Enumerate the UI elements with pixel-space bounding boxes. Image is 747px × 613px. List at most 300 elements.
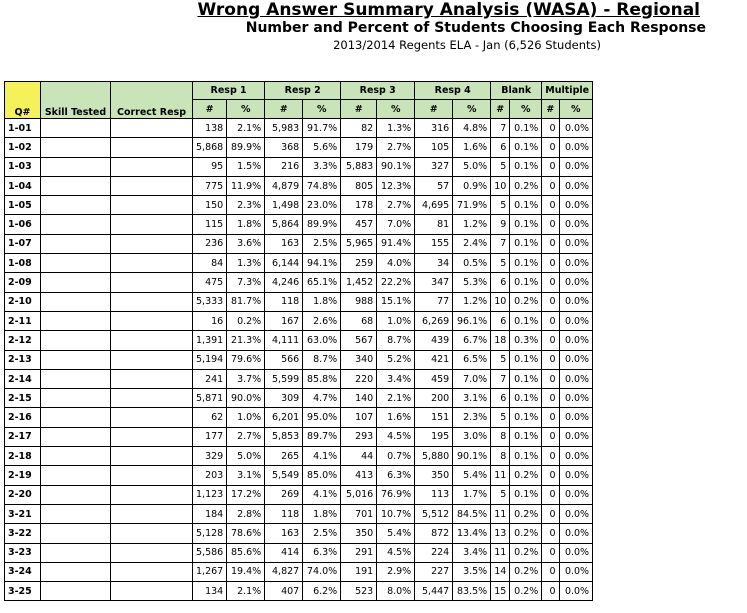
resp2-count-cell: 167 [265,311,303,330]
resp2-percent-cell: 5.6% [303,138,341,157]
resp2-count-cell: 5,864 [265,215,303,234]
resp3-percent-cell: 10.7% [377,504,415,523]
table-row [5,254,593,273]
resp2-count-cell: 368 [265,138,303,157]
multiple-percent-cell: 0.0% [559,543,593,562]
resp1-count-cell: 475 [193,273,227,292]
blank-count-cell: 15 [491,582,510,601]
resp1-percent-cell: 11.9% [227,176,265,195]
blank-percent-cell: 0.1% [510,369,542,388]
blank-percent-cell: 0.3% [510,331,542,350]
resp3-count-cell: 107 [341,408,377,427]
blank-percent-cell: 0.1% [510,273,542,292]
resp3-percent-cell: 15.1% [377,292,415,311]
correct-resp-cell [111,273,193,292]
resp4-count-cell: 155 [415,234,453,253]
correct-resp-cell [111,582,193,601]
resp1-percent-cell: 5.0% [227,447,265,466]
resp4-percent-cell: 1.2% [453,215,491,234]
blank-count-cell: 11 [491,466,510,485]
resp1-count-cell: 5,333 [193,292,227,311]
resp4-count-cell: 81 [415,215,453,234]
skill-tested-cell [41,254,111,273]
resp3-percent-cell: 1.3% [377,119,415,138]
resp4-percent-cell: 13.4% [453,524,491,543]
correct-resp-cell [111,138,193,157]
resp3-percent-cell: 2.1% [377,389,415,408]
resp2-percent-cell: 8.7% [303,350,341,369]
header-count: # [193,100,227,119]
question-number-cell: 2-19 [5,466,41,485]
resp3-percent-cell: 5.4% [377,524,415,543]
resp1-count-cell: 84 [193,254,227,273]
question-number-cell: 1-04 [5,176,41,195]
skill-tested-cell [41,485,111,504]
header-count: # [491,100,510,119]
skill-tested-cell [41,311,111,330]
skill-tested-cell [41,504,111,523]
resp4-count-cell: 34 [415,254,453,273]
resp4-percent-cell: 2.4% [453,234,491,253]
resp4-percent-cell: 0.5% [453,254,491,273]
resp4-percent-cell: 71.9% [453,196,491,215]
resp1-count-cell: 775 [193,176,227,195]
resp1-count-cell: 5,586 [193,543,227,562]
resp1-percent-cell: 1.3% [227,254,265,273]
resp2-percent-cell: 1.8% [303,292,341,311]
multiple-percent-cell: 0.0% [559,331,593,350]
resp3-percent-cell: 4.0% [377,254,415,273]
correct-resp-cell [111,254,193,273]
multiple-count-cell: 0 [542,234,559,253]
multiple-count-cell: 0 [542,176,559,195]
resp2-count-cell: 5,549 [265,466,303,485]
resp2-percent-cell: 85.0% [303,466,341,485]
resp3-count-cell: 701 [341,504,377,523]
question-number-cell: 1-05 [5,196,41,215]
multiple-percent-cell: 0.0% [559,273,593,292]
resp2-count-cell: 1,498 [265,196,303,215]
resp1-percent-cell: 89.9% [227,138,265,157]
multiple-count-cell: 0 [542,582,559,601]
skill-tested-cell [41,234,111,253]
table-row [5,408,593,427]
multiple-count-cell: 0 [542,524,559,543]
resp4-percent-cell: 5.3% [453,273,491,292]
resp3-count-cell: 178 [341,196,377,215]
blank-count-cell: 18 [491,331,510,350]
blank-count-cell: 6 [491,273,510,292]
multiple-count-cell: 0 [542,485,559,504]
resp1-percent-cell: 1.0% [227,408,265,427]
resp3-percent-cell: 4.5% [377,427,415,446]
multiple-percent-cell: 0.0% [559,292,593,311]
resp3-percent-cell: 8.0% [377,582,415,601]
question-number-cell: 2-14 [5,369,41,388]
resp1-percent-cell: 2.1% [227,119,265,138]
resp3-count-cell: 5,016 [341,485,377,504]
resp3-count-cell: 68 [341,311,377,330]
resp2-percent-cell: 6.2% [303,582,341,601]
resp4-count-cell: 316 [415,119,453,138]
resp1-count-cell: 1,391 [193,331,227,350]
skill-tested-cell [41,466,111,485]
blank-percent-cell: 0.2% [510,504,542,523]
resp2-count-cell: 4,111 [265,331,303,350]
table-row [5,485,593,504]
skill-tested-cell [41,447,111,466]
blank-count-cell: 5 [491,254,510,273]
skill-tested-cell [41,196,111,215]
question-number-cell: 3-21 [5,504,41,523]
blank-count-cell: 8 [491,427,510,446]
skill-tested-cell [41,273,111,292]
resp1-count-cell: 150 [193,196,227,215]
multiple-percent-cell: 0.0% [559,350,593,369]
question-number-cell: 1-06 [5,215,41,234]
resp4-percent-cell: 5.4% [453,466,491,485]
correct-resp-cell [111,408,193,427]
multiple-count-cell: 0 [542,408,559,427]
resp2-percent-cell: 95.0% [303,408,341,427]
skill-tested-cell [41,157,111,176]
resp1-percent-cell: 0.2% [227,311,265,330]
resp1-percent-cell: 2.8% [227,504,265,523]
resp1-count-cell: 134 [193,582,227,601]
skill-tested-cell [41,292,111,311]
blank-count-cell: 10 [491,176,510,195]
resp2-percent-cell: 4.1% [303,485,341,504]
resp2-count-cell: 118 [265,292,303,311]
question-number-cell: 2-11 [5,311,41,330]
resp1-count-cell: 329 [193,447,227,466]
skill-tested-cell [41,408,111,427]
resp3-count-cell: 220 [341,369,377,388]
table-row [5,215,593,234]
resp2-percent-cell: 74.8% [303,176,341,195]
resp1-count-cell: 203 [193,466,227,485]
resp4-count-cell: 105 [415,138,453,157]
correct-resp-cell [111,176,193,195]
resp1-count-cell: 236 [193,234,227,253]
resp2-percent-cell: 2.6% [303,311,341,330]
resp2-count-cell: 5,983 [265,119,303,138]
multiple-count-cell: 0 [542,119,559,138]
resp4-percent-cell: 83.5% [453,582,491,601]
blank-percent-cell: 0.1% [510,311,542,330]
correct-resp-cell [111,350,193,369]
blank-percent-cell: 0.1% [510,254,542,273]
multiple-percent-cell: 0.0% [559,215,593,234]
resp3-percent-cell: 1.0% [377,311,415,330]
resp1-count-cell: 5,194 [193,350,227,369]
blank-count-cell: 10 [491,292,510,311]
blank-count-cell: 14 [491,562,510,581]
header-count: # [415,100,453,119]
correct-resp-cell [111,215,193,234]
blank-count-cell: 5 [491,408,510,427]
blank-percent-cell: 0.1% [510,389,542,408]
resp3-count-cell: 293 [341,427,377,446]
resp4-count-cell: 224 [415,543,453,562]
question-number-cell: 3-25 [5,582,41,601]
multiple-count-cell: 0 [542,157,559,176]
resp4-count-cell: 459 [415,369,453,388]
resp4-count-cell: 227 [415,562,453,581]
resp3-percent-cell: 2.7% [377,196,415,215]
resp4-count-cell: 872 [415,524,453,543]
table-row [5,157,593,176]
resp2-percent-cell: 3.3% [303,157,341,176]
multiple-count-cell: 0 [542,389,559,408]
resp3-percent-cell: 2.9% [377,562,415,581]
question-number-cell: 2-18 [5,447,41,466]
resp1-count-cell: 241 [193,369,227,388]
blank-percent-cell: 0.1% [510,196,542,215]
resp3-count-cell: 291 [341,543,377,562]
resp1-count-cell: 1,123 [193,485,227,504]
resp2-count-cell: 4,827 [265,562,303,581]
multiple-percent-cell: 0.0% [559,485,593,504]
question-number-cell: 2-17 [5,427,41,446]
resp4-count-cell: 113 [415,485,453,504]
resp4-count-cell: 195 [415,427,453,446]
table-row [5,350,593,369]
table-row [5,311,593,330]
resp4-count-cell: 439 [415,331,453,350]
table-row [5,504,593,523]
header-skill-tested: Skill Tested [41,82,111,119]
blank-count-cell: 13 [491,524,510,543]
resp2-count-cell: 414 [265,543,303,562]
resp4-count-cell: 5,880 [415,447,453,466]
correct-resp-cell [111,389,193,408]
multiple-count-cell: 0 [542,350,559,369]
resp2-percent-cell: 74.0% [303,562,341,581]
multiple-count-cell: 0 [542,273,559,292]
resp1-count-cell: 1,267 [193,562,227,581]
multiple-percent-cell: 0.0% [559,176,593,195]
blank-percent-cell: 0.1% [510,427,542,446]
blank-count-cell: 11 [491,504,510,523]
resp1-percent-cell: 2.3% [227,196,265,215]
resp2-count-cell: 5,853 [265,427,303,446]
multiple-percent-cell: 0.0% [559,254,593,273]
question-number-cell: 2-13 [5,350,41,369]
header-percent: % [453,100,491,119]
resp3-count-cell: 340 [341,350,377,369]
multiple-percent-cell: 0.0% [559,427,593,446]
resp4-percent-cell: 90.1% [453,447,491,466]
resp4-count-cell: 200 [415,389,453,408]
multiple-percent-cell: 0.0% [559,369,593,388]
skill-tested-cell [41,331,111,350]
multiple-count-cell: 0 [542,292,559,311]
resp3-count-cell: 5,883 [341,157,377,176]
correct-resp-cell [111,157,193,176]
header-percent: % [377,100,415,119]
multiple-count-cell: 0 [542,196,559,215]
question-number-cell: 2-10 [5,292,41,311]
resp3-count-cell: 140 [341,389,377,408]
resp3-count-cell: 523 [341,582,377,601]
multiple-percent-cell: 0.0% [559,408,593,427]
resp1-percent-cell: 78.6% [227,524,265,543]
header-count: # [341,100,377,119]
resp2-count-cell: 4,246 [265,273,303,292]
multiple-percent-cell: 0.0% [559,138,593,157]
resp4-percent-cell: 84.5% [453,504,491,523]
table-row [5,292,593,311]
resp3-count-cell: 988 [341,292,377,311]
report-exam-info: 2013/2014 Regents ELA - Jan (6,526 Students) [333,38,601,52]
multiple-percent-cell: 0.0% [559,524,593,543]
resp1-percent-cell: 3.6% [227,234,265,253]
resp2-count-cell: 407 [265,582,303,601]
resp2-percent-cell: 2.5% [303,524,341,543]
table-row [5,196,593,215]
blank-percent-cell: 0.2% [510,582,542,601]
resp2-count-cell: 6,201 [265,408,303,427]
multiple-percent-cell: 0.0% [559,562,593,581]
resp2-percent-cell: 89.7% [303,427,341,446]
header-percent: % [510,100,542,119]
correct-resp-cell [111,311,193,330]
skill-tested-cell [41,215,111,234]
resp3-percent-cell: 6.3% [377,466,415,485]
blank-count-cell: 5 [491,485,510,504]
resp1-percent-cell: 19.4% [227,562,265,581]
resp3-percent-cell: 8.7% [377,331,415,350]
resp3-percent-cell: 91.4% [377,234,415,253]
correct-resp-cell [111,119,193,138]
blank-count-cell: 5 [491,196,510,215]
multiple-percent-cell: 0.0% [559,311,593,330]
resp4-percent-cell: 1.2% [453,292,491,311]
resp4-percent-cell: 3.5% [453,562,491,581]
correct-resp-cell [111,292,193,311]
resp1-percent-cell: 81.7% [227,292,265,311]
table-row [5,176,593,195]
header-correct-resp: Correct Resp [111,82,193,119]
resp2-percent-cell: 4.1% [303,447,341,466]
table-row [5,466,593,485]
resp3-percent-cell: 2.7% [377,138,415,157]
resp1-percent-cell: 21.3% [227,331,265,350]
table-row [5,562,593,581]
resp4-percent-cell: 0.9% [453,176,491,195]
table-row [5,119,593,138]
table-row [5,331,593,350]
resp2-count-cell: 309 [265,389,303,408]
question-number-cell: 2-20 [5,485,41,504]
resp4-percent-cell: 3.0% [453,427,491,446]
resp2-percent-cell: 2.5% [303,234,341,253]
resp3-percent-cell: 5.2% [377,350,415,369]
resp2-count-cell: 118 [265,504,303,523]
resp4-percent-cell: 4.8% [453,119,491,138]
multiple-count-cell: 0 [542,254,559,273]
skill-tested-cell [41,138,111,157]
blank-percent-cell: 0.1% [510,234,542,253]
report-subtitle: Number and Percent of Students Choosing Each Response [245,20,706,36]
blank-percent-cell: 0.1% [510,447,542,466]
multiple-percent-cell: 0.0% [559,466,593,485]
resp3-count-cell: 413 [341,466,377,485]
resp4-percent-cell: 6.7% [453,331,491,350]
resp3-percent-cell: 0.7% [377,447,415,466]
resp3-percent-cell: 1.6% [377,408,415,427]
resp4-count-cell: 5,447 [415,582,453,601]
resp2-percent-cell: 89.9% [303,215,341,234]
skill-tested-cell [41,524,111,543]
blank-count-cell: 7 [491,119,510,138]
resp3-percent-cell: 22.2% [377,273,415,292]
resp1-percent-cell: 2.7% [227,427,265,446]
report-title: Wrong Answer Summary Analysis (WASA) - Regional [197,0,700,20]
multiple-percent-cell: 0.0% [559,582,593,601]
correct-resp-cell [111,447,193,466]
resp2-count-cell: 216 [265,157,303,176]
correct-resp-cell [111,331,193,350]
resp3-count-cell: 567 [341,331,377,350]
skill-tested-cell [41,176,111,195]
resp1-percent-cell: 1.5% [227,157,265,176]
resp4-count-cell: 5,512 [415,504,453,523]
resp1-percent-cell: 90.0% [227,389,265,408]
blank-count-cell: 6 [491,311,510,330]
resp4-count-cell: 347 [415,273,453,292]
table-header [5,82,593,119]
header-resp-4: Resp 4 [415,82,491,100]
multiple-count-cell: 0 [542,562,559,581]
resp2-percent-cell: 91.7% [303,119,341,138]
question-number-cell: 2-12 [5,331,41,350]
resp1-count-cell: 184 [193,504,227,523]
resp4-percent-cell: 1.6% [453,138,491,157]
resp1-percent-cell: 7.3% [227,273,265,292]
blank-count-cell: 5 [491,157,510,176]
table-row [5,447,593,466]
resp4-count-cell: 77 [415,292,453,311]
resp3-count-cell: 350 [341,524,377,543]
question-number-cell: 3-22 [5,524,41,543]
question-number-cell: 2-09 [5,273,41,292]
multiple-percent-cell: 0.0% [559,196,593,215]
multiple-count-cell: 0 [542,331,559,350]
multiple-count-cell: 0 [542,447,559,466]
resp2-count-cell: 163 [265,524,303,543]
blank-percent-cell: 0.1% [510,408,542,427]
resp4-count-cell: 350 [415,466,453,485]
multiple-count-cell: 0 [542,427,559,446]
multiple-percent-cell: 0.0% [559,234,593,253]
blank-percent-cell: 0.1% [510,138,542,157]
correct-resp-cell [111,543,193,562]
resp1-count-cell: 16 [193,311,227,330]
blank-percent-cell: 0.1% [510,350,542,369]
skill-tested-cell [41,582,111,601]
resp1-count-cell: 62 [193,408,227,427]
header-percent: % [559,100,593,119]
question-number-cell: 1-02 [5,138,41,157]
resp4-percent-cell: 7.0% [453,369,491,388]
blank-count-cell: 5 [491,350,510,369]
resp2-percent-cell: 63.0% [303,331,341,350]
resp3-count-cell: 5,965 [341,234,377,253]
resp2-count-cell: 566 [265,350,303,369]
resp1-percent-cell: 85.6% [227,543,265,562]
